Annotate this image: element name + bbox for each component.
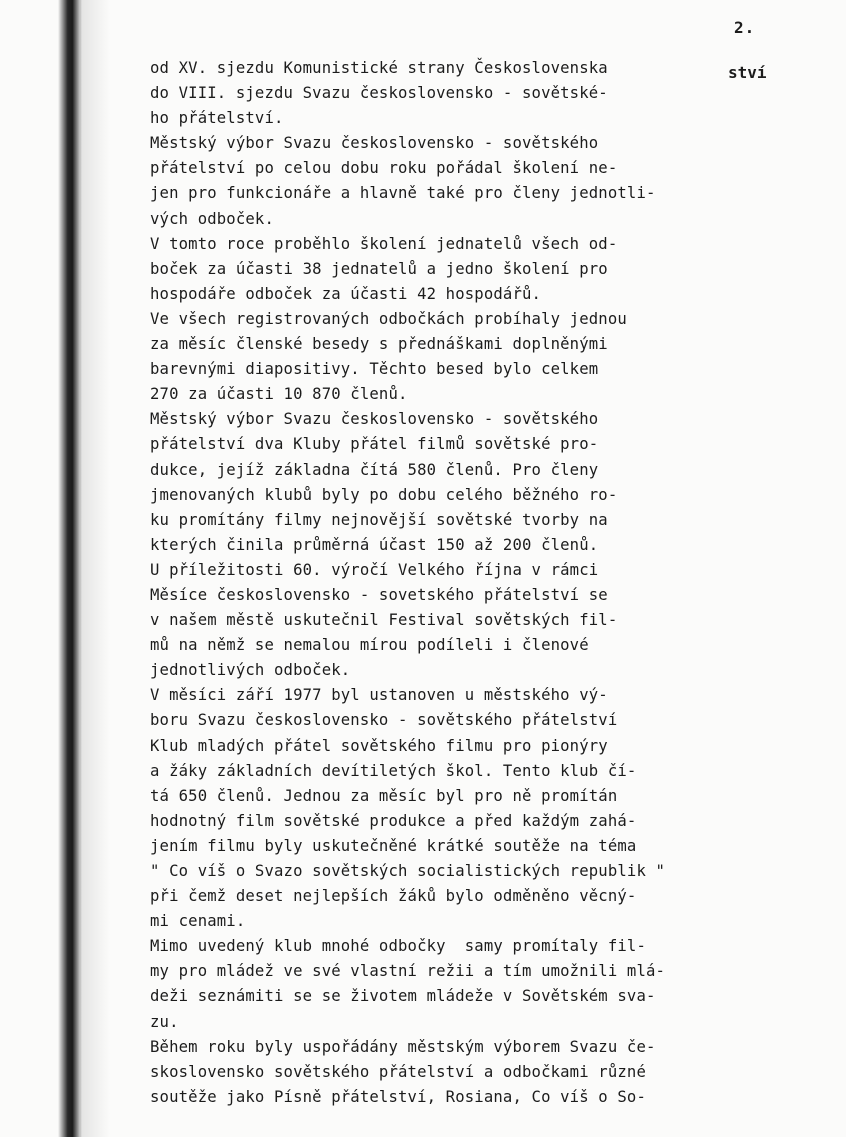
text-line: boru Svazu československo - sovětského přátelství [150,711,618,730]
paragraph [150,1035,720,1110]
margin-note: ství [728,63,767,82]
text-line: U příležitosti 60. výročí Velkého října v rámci [150,560,599,579]
paragraph [150,558,720,683]
text-line: mi cenami. [150,912,246,931]
text-line: my pro mládež ve své vlastní režii a tím umožnili mlá- [150,962,666,981]
text-line: skoslovensko sovětského přátelství a odbočkami různé [150,1062,646,1081]
paragraph [150,934,720,1034]
paragraph [150,131,720,231]
text-line: kterých činila průměrná účast 150 až 200 členů. [150,535,599,554]
text-line: dukce, jejíž základna čítá 580 členů. Pro členy [150,460,599,479]
text-line: tá 650 členů. Jednou za měsíc byl pro ně promítán [150,786,618,805]
text-line: vých odboček. [150,209,274,228]
paragraph [150,56,720,131]
text-line: V tomto roce proběhlo školení jednatelů všech od- [150,234,618,253]
paragraph [150,407,720,558]
paragraph [150,683,720,934]
text-line: Městský výbor Svazu československo - sovětského [150,134,599,153]
text-line: V měsíci září 1977 byl ustanoven u městského vý- [150,686,608,705]
text-line: při čemž deset nejlepších žáků bylo odměněno věcný- [150,887,637,906]
text-line: boček za účasti 38 jednatelů a jedno školení pro [150,259,608,278]
text-line: jednotlivých odboček. [150,661,351,680]
text-line: Ve všech registrovaných odbočkách probíhaly jednou [150,309,627,328]
text-line: hospodáře odboček za účasti 42 hospodářů. [150,284,542,303]
text-line: Klub mladých přátel sovětského filmu pro pionýry [150,736,608,755]
text-line: hodnotný film sovětské produkce a před každým zahá- [150,811,637,830]
text-line: a žáky základních devítiletých škol. Tento klub čí- [150,761,637,780]
text-line: Městský výbor Svazu československo - sovětského [150,410,599,429]
text-line: Mimo uvedený klub mnohé odbočky samy promítaly fil- [150,937,646,956]
text-line: jmenovaných klubů byly po dobu celého běžného ro- [150,485,618,504]
paragraph [150,232,720,307]
paragraph [150,307,720,407]
body-text [150,56,720,1110]
text-line: do VIII. sjezdu Svazu československo - sovětské- [150,84,608,103]
text-line: mů na němž se nemalou mírou podíleli i členové [150,636,589,655]
text-line: přátelství po celou dobu roku pořádal školení ne- [150,159,618,178]
text-line: 270 za účasti 10 870 členů. [150,385,408,404]
text-line: od XV. sjezdu Komunistické strany Československa [150,59,608,77]
text-line: barevnými diapositivy. Těchto besed bylo celkem [150,360,599,379]
text-line: deži seznámiti se se životem mládeže v Sovětském sva- [150,987,656,1006]
text-line: Během roku byly uspořádány městským výborem Svazu če- [150,1037,656,1056]
text-line: soutěže jako Písně přátelství, Rosiana, Co víš o So- [150,1087,646,1106]
text-line: za měsíc členské besedy s přednáškami doplněnými [150,335,608,354]
page-number: 2. [734,18,756,37]
text-line: zu. [150,1012,179,1031]
text-line: v našem městě uskutečnil Festival sovětských fil- [150,611,618,630]
text-line: jen pro funkcionáře a hlavně také pro členy jednotli- [150,184,656,203]
text-line: jením filmu byly uskutečněné krátké soutěže na téma [150,836,637,855]
text-line: " Co víš o Svazo sovětských socialistických republik " [150,862,666,880]
text-line: ho přátelství. [150,109,284,128]
text-line: ku promítány filmy nejnovější sovětské tvorby na [150,510,608,529]
binding-shadow [58,0,82,1137]
binding-speckle [80,0,110,1137]
text-line: přátelství dva Kluby přátel filmů sovětské pro- [150,435,599,454]
text-line: Měsíce československo - sovetského přátelství se [150,585,608,604]
